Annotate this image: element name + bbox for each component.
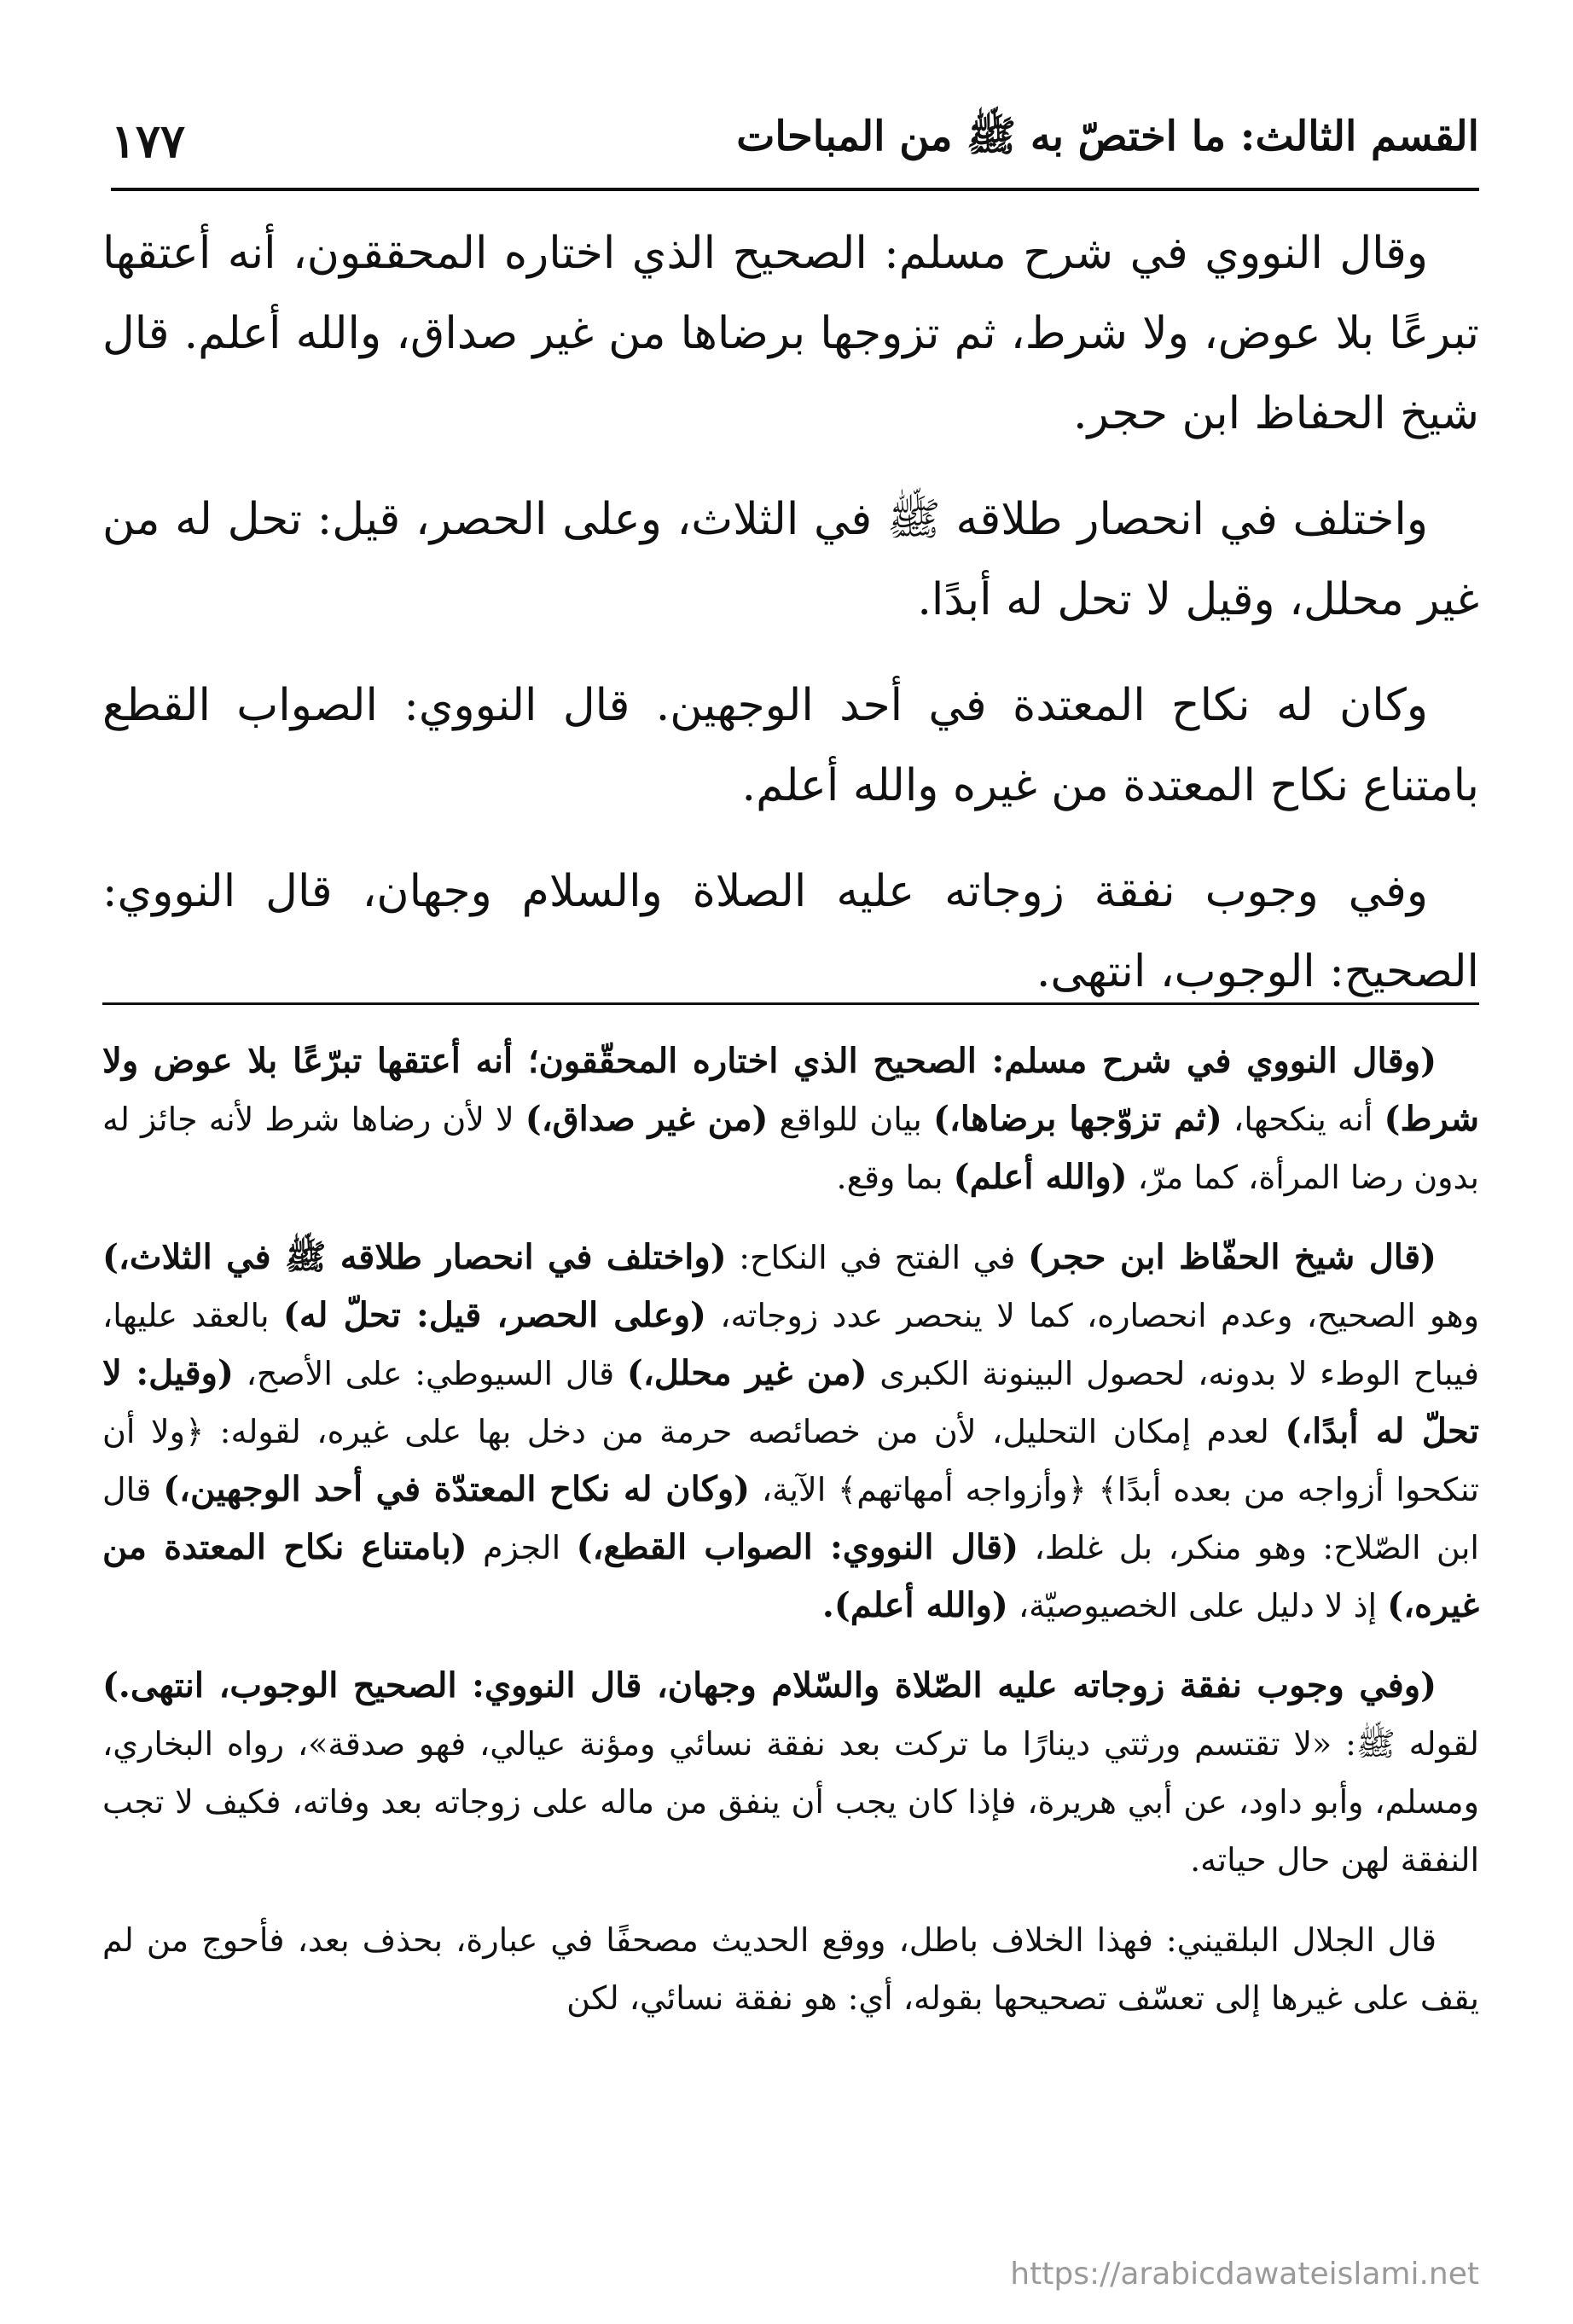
commentary-text-segment: قال ابن الصّلاح: وهو منكر، بل غلط، bbox=[102, 1471, 1479, 1566]
commentary-text-segment: بالعقد عليها، فيباح الوطء لا بدونه، لحصول البينونة الكبرى bbox=[102, 1297, 1479, 1392]
commentary-text-segment: لقوله ﷺ: «لا تقتسم ورثتي دينارًا ما تركت بعد نفقة نسائي ومؤنة عيالي، فهو صدقة»، رواه البخاري، ومسلم، وأبو داود، عن أبي هريرة، فإذا كان يجب أن ينفق من ماله على زوجاته بعد وفاته، فكيف لا تجب النفقة لهن حال حياته. bbox=[102, 1725, 1479, 1879]
commentary-text-segment: إذ لا دليل على الخصيوصيّة، bbox=[1007, 1587, 1388, 1624]
watermark-url: https://arabicdawateislami.net bbox=[1010, 2257, 1479, 2292]
page-number: ١٧٧ bbox=[111, 113, 186, 168]
commentary bbox=[102, 1032, 1479, 2049]
commentary-paragraph bbox=[102, 1032, 1479, 1206]
main-paragraph: وكان له نكاح المعتدة في أحد الوجهين. قال النووي: الصواب القطع بامتناع نكاح المعتدة من غيره والله أعلم. bbox=[102, 680, 1479, 811]
commentary-text-segment: في الفتح في النكاح: bbox=[726, 1239, 1028, 1276]
main-paragraph: وقال النووي في شرح مسلم: الصحيح الذي اختاره المحققون، أنه أعتقها تبرعًا بلا عوض، ولا شرط، ثم تزوجها برضاها من غير صداق، والله أعلم. قال شيخ الحفاظ ابن حجر. bbox=[102, 228, 1479, 439]
quoted-text-segment: (وقال النووي في شرح مسلم: الصحيح الذي اختاره المحقّقون؛ أنه أعتقها تبرّعًا بلا عوض ولا شرط) bbox=[102, 1041, 1480, 1139]
commentary-text-segment: بما وقع. bbox=[836, 1159, 954, 1196]
quoted-text-segment: (بامتناع نكاح المعتدة من غيره،) bbox=[102, 1527, 1479, 1625]
section-divider bbox=[102, 1002, 1479, 1005]
commentary-text-segment: الجزم bbox=[467, 1529, 577, 1566]
quoted-text-segment: (وكان له نكاح المعتدّة في أحد الوجهين،) bbox=[163, 1469, 751, 1509]
quoted-text-segment: (قال النووي: الصواب القطع،) bbox=[576, 1527, 1019, 1567]
chapter-title: القسم الثالث: ما اختصّ به ﷺ من المباحات bbox=[736, 112, 1479, 160]
quoted-text-segment: (وقيل: لا تحلّ له أبدًا،) bbox=[102, 1353, 1479, 1451]
main-paragraph: وفي وجوب نفقة زوجاته عليه الصلاة والسلام وجهان، قال النووي: الصحيح: الوجوب، انتهى. bbox=[102, 866, 1479, 997]
quoted-text-segment: (والله أعلم) bbox=[953, 1157, 1128, 1197]
quoted-text-segment: (قال شيخ الحفّاظ ابن حجر) bbox=[1027, 1237, 1437, 1277]
quoted-text-segment: (واختلف في انحصار طلاقه ﷺ في الثلاث،) bbox=[102, 1237, 727, 1277]
main-text bbox=[102, 213, 1479, 1037]
quoted-text-segment: (ثم تزوّجها برضاها،) bbox=[932, 1099, 1222, 1139]
commentary-text-segment: لعدم إمكان التحليل، لأن من خصائصه حرمة من دخل بها على غيره، لقوله: ﴿ولا أن تنكحوا أزواجه من بعده أبدًا﴾ ﴿وأزواجه أمهاتهم﴾ الآية، bbox=[102, 1413, 1479, 1508]
commentary-text-segment: بيان للواقع bbox=[768, 1101, 933, 1138]
commentary-text-segment: قال الجلال البلقيني: فهذا الخلاف باطل، ووقع الحديث مصحفًا في عبارة، بحذف بعد، فأحوج من لم يقف على غيرها إلى تعسّف تصحيحها بقوله، أي: هو نفقة نسائي، لكن bbox=[102, 1921, 1479, 2017]
main-paragraph: واختلف في انحصار طلاقه ﷺ في الثلاث، وعلى الحصر، قيل: تحل له من غير محلل، وقيل لا تحل له أبدًا. bbox=[102, 494, 1479, 625]
commentary-text-segment: قال السيوطي: على الأصح، bbox=[233, 1355, 627, 1392]
commentary-text-segment: أنه ينكحها، bbox=[1222, 1101, 1384, 1138]
commentary-paragraph bbox=[102, 1229, 1479, 1635]
quoted-text-segment: (من غير محلل،) bbox=[626, 1353, 868, 1393]
quoted-text-segment: (وعلى الحصر، قيل: تحلّ له) bbox=[282, 1295, 706, 1335]
running-header bbox=[111, 94, 1479, 191]
quoted-text-segment: (من غير صداق،) bbox=[525, 1099, 769, 1139]
quoted-text-segment: (والله أعلم). bbox=[821, 1585, 1008, 1625]
commentary-text-segment: وهو الصحيح، وعدم انحصاره، كما لا ينحصر عدد زوجاته، bbox=[705, 1297, 1479, 1334]
commentary-text-segment: لا لأن رضاها شرط لأنه جائز له بدون رضا المرأة، كما مرّ، bbox=[102, 1101, 1479, 1196]
commentary-paragraph bbox=[102, 1657, 1479, 1889]
quoted-text-segment: (وفي وجوب نفقة زوجاته عليه الصّلاة والسّلام وجهان، قال النووي: الصحيح الوجوب، انتهى.) bbox=[102, 1665, 1437, 1705]
commentary-paragraph bbox=[102, 1911, 1479, 2027]
